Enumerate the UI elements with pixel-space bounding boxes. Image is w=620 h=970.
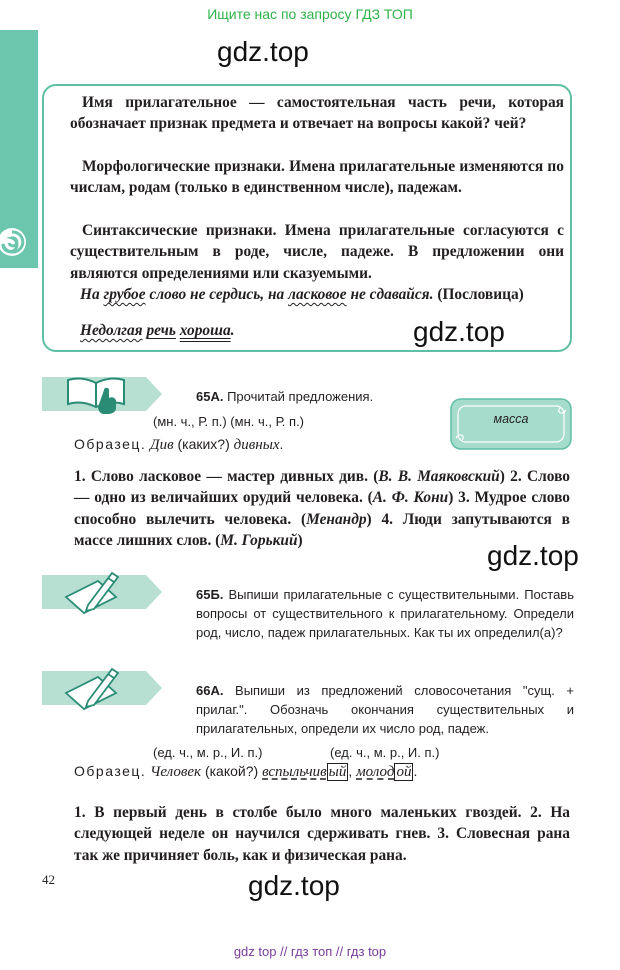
proverb-1: На грубое слово не сердись, на ласковое не сдавайся. (Пословица) bbox=[80, 286, 524, 303]
watermark: gdz.top bbox=[248, 870, 340, 901]
page-number: 42 bbox=[42, 872, 55, 887]
grammar-note: (ед. ч., м. р., И. п.) bbox=[153, 745, 263, 760]
grammar-note: (мн. ч., Р. п.) (мн. ч., Р. п.) bbox=[153, 414, 305, 429]
watermark: gdz.top bbox=[217, 36, 309, 67]
underlined-adjective: Недолгая bbox=[80, 322, 143, 339]
proverb-source: (Пословица) bbox=[437, 286, 524, 303]
underlined-adjective: ласковое bbox=[288, 286, 347, 303]
ending-box: ой bbox=[396, 764, 412, 780]
vocabulary-word: масса bbox=[493, 412, 529, 426]
task-65b-title: 65Б. Выпиши прилагательные с существительными. Поставь вопросы от существительного к прилагательному. Определи род, число, падеж прилагательных. Как ты их определил(а)? bbox=[196, 587, 574, 640]
proverb-2: Недолгая речь хороша. bbox=[80, 322, 235, 339]
task-65a-title: 65А. Прочитай предложения. bbox=[196, 389, 374, 404]
rule-definition: Имя прилагательное — самостоятельная часть речи, которая обозначает признак предмета и отвечает на вопросы какой? чей? bbox=[70, 94, 564, 133]
watermark: gdz.top bbox=[487, 540, 579, 571]
write-pencil-icon bbox=[42, 567, 164, 617]
exercise-66-sentences: 1. В первый день в столбе было много маленьких гвоздей. 2. На следующей неделе он научился сдерживать гнев. 3. Словесная рана так же причиняет боль, как и физическая рана. bbox=[74, 804, 570, 864]
top-banner[interactable]: Ищите нас по запросу ГДЗ ТОП bbox=[207, 6, 413, 22]
sample-66a: Образец. Человек (какой?) вспыльчив ый , молод ой . bbox=[74, 763, 418, 780]
sample-65a: Образец. Див (каких?) дивных. bbox=[74, 436, 284, 453]
underlined-adjective: грубое bbox=[103, 286, 146, 303]
write-pencil-icon bbox=[42, 663, 164, 713]
underlined-subject: речь bbox=[146, 322, 176, 339]
swirl-ornament-icon bbox=[0, 222, 40, 262]
read-book-icon bbox=[42, 374, 164, 414]
ending-box: ый bbox=[328, 764, 347, 780]
underlined-predicate: хороша bbox=[179, 322, 231, 339]
rule-syntax: Синтаксические признаки. Имена прилагательные согласуются с существительным в роде, числе, падеже. В предложении они являются определениями или сказуемыми. bbox=[70, 222, 564, 282]
footer-links[interactable]: gdz top // гдз топ // гдз top bbox=[233, 944, 387, 959]
grammar-note: (ед. ч., м. р., И. п.) bbox=[330, 745, 440, 760]
rule-morphology: Морфологические признаки. Имена прилагательные изменяются по числам, родам (только в единственном числе), падежам. bbox=[70, 158, 564, 197]
task-66a-title: 66А. Выпиши из предложений словосочетания "сущ. + прилаг.". Обозначь окончания существительных и прилагательных, определи их число род, падеж. bbox=[196, 683, 574, 736]
watermark: gdz.top bbox=[413, 316, 505, 347]
exercise-65-sentences: 1. Слово ласковое — мастер дивных див. (В. В. Маяковский) 2. Слово — одно из величайших орудий человека. (А. Ф. Кони) 3. Мудрое слово способно вылечить человека. (Менандр) 4. Люди запутываются в массе лишних слов. (М. Горький) bbox=[74, 468, 570, 550]
